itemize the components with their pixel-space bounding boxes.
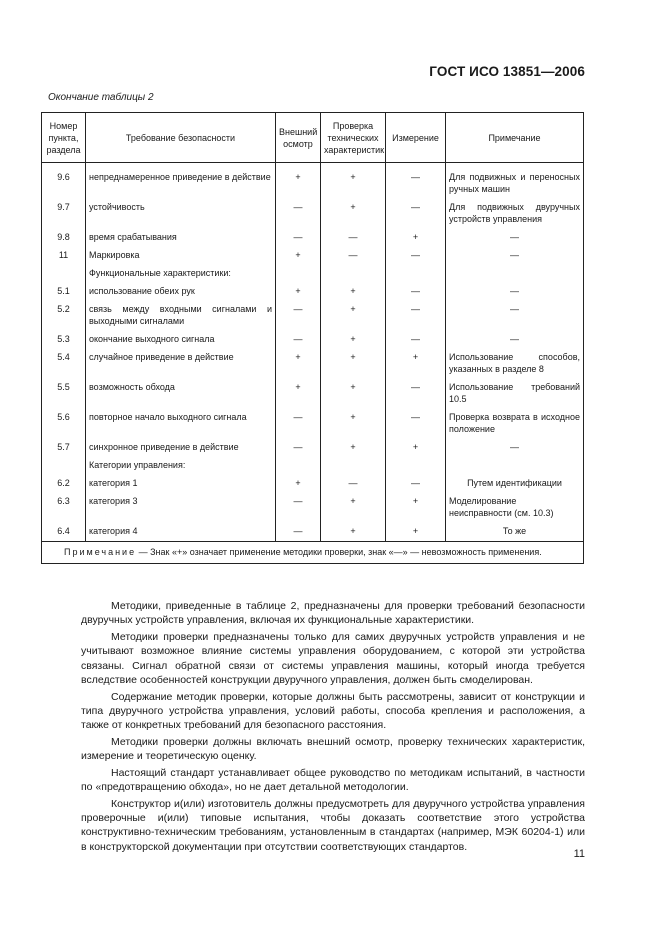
cell-note: Путем идентификации bbox=[446, 475, 584, 493]
table-row bbox=[42, 283, 584, 301]
cell-visual-inspection: + bbox=[276, 475, 321, 493]
cell-tech-check: + bbox=[321, 199, 386, 229]
cell-requirement: случайное приведение в действие bbox=[86, 349, 276, 379]
cell-requirement: окончание выходного сигнала bbox=[86, 331, 276, 349]
cell-visual-inspection: + bbox=[276, 379, 321, 409]
cell-visual-inspection: + bbox=[276, 349, 321, 379]
cell-requirement: Функциональные характеристики: bbox=[86, 265, 276, 283]
requirements-table bbox=[41, 112, 584, 564]
cell-note: — bbox=[446, 229, 584, 247]
cell-visual-inspection: — bbox=[276, 409, 321, 439]
table-header-row bbox=[42, 113, 584, 163]
cell-requirement: синхронное приведение в действие bbox=[86, 439, 276, 457]
cell-tech-check: — bbox=[321, 247, 386, 265]
table-row bbox=[42, 265, 584, 283]
table-row bbox=[42, 493, 584, 523]
cell-number: 5.1 bbox=[42, 283, 86, 301]
cell-number: 9.7 bbox=[42, 199, 86, 229]
body-paragraph: Содержание методик проверки, которые должны быть рассмотрены, зависит от конструкции и типа двуручного устройства управления, условий работы, способа крепления и расположения, а также от конкретных требований для безопасного расстояния. bbox=[81, 690, 585, 731]
cell-note: — bbox=[446, 331, 584, 349]
table-row bbox=[42, 439, 584, 457]
cell-tech-check bbox=[321, 265, 386, 283]
cell-measurement: — bbox=[386, 409, 446, 439]
cell-visual-inspection: — bbox=[276, 229, 321, 247]
table-row bbox=[42, 379, 584, 409]
cell-number bbox=[42, 265, 86, 283]
cell-measurement: — bbox=[386, 247, 446, 265]
cell-visual-inspection: + bbox=[276, 283, 321, 301]
cell-note bbox=[446, 265, 584, 283]
table-footnote-row bbox=[42, 542, 584, 564]
table-row bbox=[42, 163, 584, 200]
cell-tech-check: + bbox=[321, 409, 386, 439]
cell-measurement bbox=[386, 457, 446, 475]
cell-measurement: — bbox=[386, 163, 446, 200]
cell-measurement: + bbox=[386, 493, 446, 523]
cell-requirement: использование обеих рук bbox=[86, 283, 276, 301]
cell-number bbox=[42, 457, 86, 475]
cell-visual-inspection: — bbox=[276, 301, 321, 331]
cell-number: 6.4 bbox=[42, 523, 86, 542]
body-text bbox=[81, 599, 585, 857]
cell-tech-check: + bbox=[321, 163, 386, 200]
table-row bbox=[42, 247, 584, 265]
table-row bbox=[42, 331, 584, 349]
cell-tech-check: + bbox=[321, 439, 386, 457]
cell-note: — bbox=[446, 439, 584, 457]
table-row bbox=[42, 475, 584, 493]
table-caption: Окончание таблицы 2 bbox=[48, 92, 154, 103]
cell-requirement: Маркировка bbox=[86, 247, 276, 265]
table-row bbox=[42, 349, 584, 379]
document-id: ГОСТ ИСО 13851—2006 bbox=[429, 64, 585, 79]
cell-requirement: устойчивость bbox=[86, 199, 276, 229]
cell-number: 6.2 bbox=[42, 475, 86, 493]
cell-visual-inspection: — bbox=[276, 199, 321, 229]
cell-note: Для подвижных двуручных устройств управления bbox=[446, 199, 584, 229]
cell-requirement: возможность обхода bbox=[86, 379, 276, 409]
cell-measurement: + bbox=[386, 439, 446, 457]
cell-requirement: связь между входными сигналами и выходными сигналами bbox=[86, 301, 276, 331]
cell-note: — bbox=[446, 247, 584, 265]
cell-number: 11 bbox=[42, 247, 86, 265]
body-paragraph: Методики, приведенные в таблице 2, предназначены для проверки требований безопасности двуручных устройств управления, включая их функциональные характеристики. bbox=[81, 600, 585, 627]
cell-number: 6.3 bbox=[42, 493, 86, 523]
cell-tech-check: — bbox=[321, 229, 386, 247]
cell-note: Использование требований 10.5 bbox=[446, 379, 584, 409]
page-number: 11 bbox=[573, 848, 585, 860]
header-visual-inspection: Внешний осмотр bbox=[276, 113, 321, 163]
cell-visual-inspection: — bbox=[276, 439, 321, 457]
cell-visual-inspection: — bbox=[276, 523, 321, 542]
cell-requirement: повторное начало выходного сигнала bbox=[86, 409, 276, 439]
footnote-label: Примечание bbox=[64, 547, 137, 557]
cell-requirement: время срабатывания bbox=[86, 229, 276, 247]
body-paragraph: Конструктор и(или) изготовитель должны предусмотреть для двуручного устройства управления проверочные и(или) типовые испытания, чтобы доказать соответствие этого устройства конструктивно-техническим требованиям, установленным в стандартах (например, МЭК 60204-1) или в конструкторской документации при отсутствии соответствующих стандартов. bbox=[81, 798, 585, 853]
cell-number: 5.6 bbox=[42, 409, 86, 439]
cell-visual-inspection: + bbox=[276, 163, 321, 200]
table-row bbox=[42, 409, 584, 439]
table-row bbox=[42, 229, 584, 247]
footnote-text: — Знак «+» означает применение методики проверки, знак «—» — невозможность применения. bbox=[136, 547, 542, 557]
cell-tech-check bbox=[321, 457, 386, 475]
table-footnote bbox=[42, 542, 584, 564]
cell-tech-check: — bbox=[321, 475, 386, 493]
cell-measurement: + bbox=[386, 349, 446, 379]
cell-tech-check: + bbox=[321, 349, 386, 379]
header-requirement: Требование безопасности bbox=[86, 113, 276, 163]
cell-number: 9.8 bbox=[42, 229, 86, 247]
body-paragraph: Настоящий стандарт устанавливает общее руководство по методикам испытаний, в частности по «предотвращению обхода», но не дает детальной методологии. bbox=[81, 766, 585, 794]
header-note: Примечание bbox=[446, 113, 584, 163]
cell-visual-inspection bbox=[276, 265, 321, 283]
table-row bbox=[42, 457, 584, 475]
cell-tech-check: + bbox=[321, 379, 386, 409]
cell-requirement: категория 1 bbox=[86, 475, 276, 493]
cell-visual-inspection: — bbox=[276, 331, 321, 349]
cell-measurement: + bbox=[386, 229, 446, 247]
cell-number: 9.6 bbox=[42, 163, 86, 200]
cell-measurement: + bbox=[386, 523, 446, 542]
cell-measurement: — bbox=[386, 331, 446, 349]
table-row bbox=[42, 523, 584, 542]
cell-measurement: — bbox=[386, 475, 446, 493]
cell-number: 5.4 bbox=[42, 349, 86, 379]
cell-tech-check: + bbox=[321, 331, 386, 349]
cell-tech-check: + bbox=[321, 301, 386, 331]
body-paragraph: Методики проверки предназначены только для самих двуручных устройств управления и не учитывают возможное влияние системы управления оборудованием, с которой эти устройства связаны. Сигнал обратной связи от системы управления машины, который иногда требуется вследствие особенностей конструкции двуручного управления, должен быть смоделирован. bbox=[81, 631, 585, 686]
cell-measurement: — bbox=[386, 199, 446, 229]
cell-measurement bbox=[386, 265, 446, 283]
cell-note: Моделирование неисправности (см. 10.3) bbox=[446, 493, 584, 523]
cell-requirement: непреднамеренное приведение в действие bbox=[86, 163, 276, 200]
cell-tech-check: + bbox=[321, 493, 386, 523]
cell-visual-inspection bbox=[276, 457, 321, 475]
table-row bbox=[42, 301, 584, 331]
cell-note bbox=[446, 457, 584, 475]
cell-note: Использование способов, указанных в разделе 8 bbox=[446, 349, 584, 379]
cell-visual-inspection: — bbox=[276, 493, 321, 523]
cell-measurement: — bbox=[386, 283, 446, 301]
cell-number: 5.5 bbox=[42, 379, 86, 409]
header-measurement: Измерение bbox=[386, 113, 446, 163]
cell-note: — bbox=[446, 301, 584, 331]
cell-number: 5.3 bbox=[42, 331, 86, 349]
cell-note: — bbox=[446, 283, 584, 301]
cell-note: Проверка возврата в исходное положение bbox=[446, 409, 584, 439]
cell-requirement: категория 3 bbox=[86, 493, 276, 523]
cell-requirement: Категории управления: bbox=[86, 457, 276, 475]
header-tech-check: Проверка технических характеристик bbox=[321, 113, 386, 163]
cell-visual-inspection: + bbox=[276, 247, 321, 265]
cell-tech-check: + bbox=[321, 523, 386, 542]
cell-number: 5.7 bbox=[42, 439, 86, 457]
body-paragraph: Методики проверки должны включать внешний осмотр, проверку технических характеристик, измерение и теоретическую оценку. bbox=[81, 735, 585, 763]
cell-requirement: категория 4 bbox=[86, 523, 276, 542]
cell-tech-check: + bbox=[321, 283, 386, 301]
header-number: Номер пункта, раздела bbox=[42, 113, 86, 163]
cell-number: 5.2 bbox=[42, 301, 86, 331]
cell-note: То же bbox=[446, 523, 584, 542]
cell-measurement: — bbox=[386, 379, 446, 409]
table-row bbox=[42, 199, 584, 229]
cell-note: Для подвижных и переносных ручных машин bbox=[446, 163, 584, 200]
cell-measurement: — bbox=[386, 301, 446, 331]
